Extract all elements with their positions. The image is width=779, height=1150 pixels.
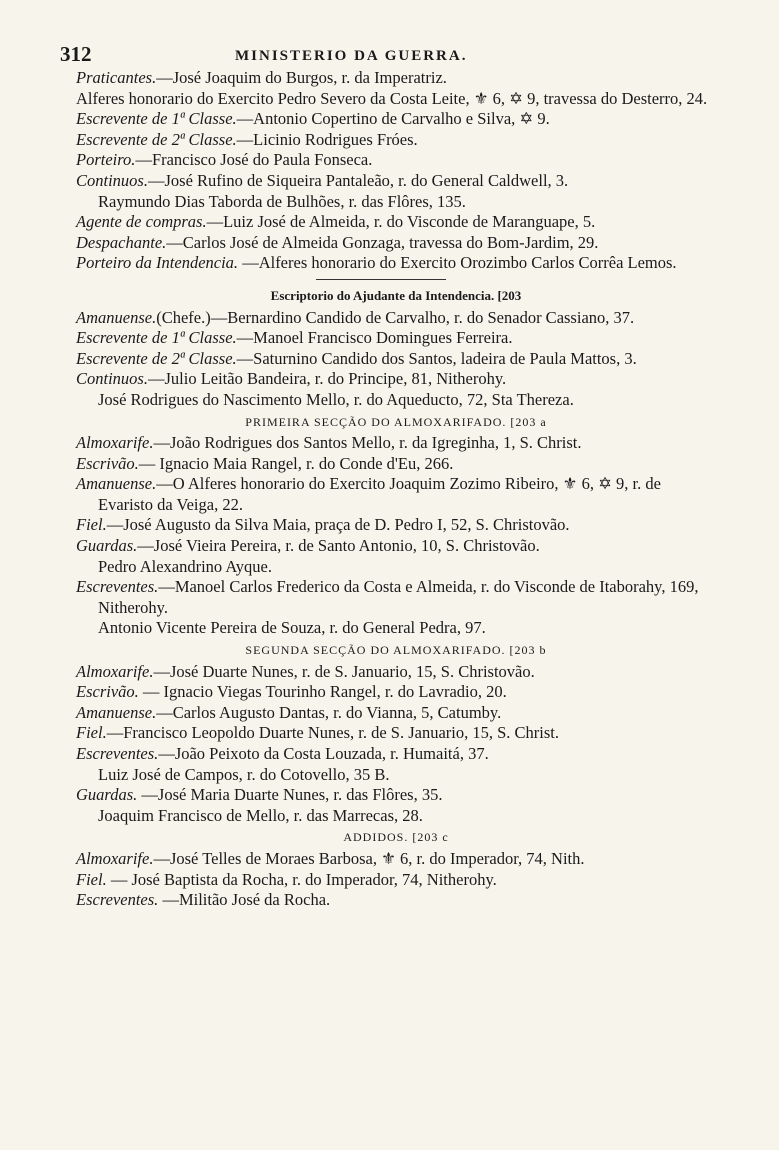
entry xyxy=(76,89,716,110)
entry-label: Guardas. xyxy=(76,785,138,805)
entry-label: Amanuense. xyxy=(76,702,157,722)
entry xyxy=(76,515,716,536)
entry-text: —Antonio Copertino de Carvalho e Silva, ✡ 9. xyxy=(236,109,550,129)
entry xyxy=(76,870,716,891)
entry-label: Escreventes. xyxy=(76,890,159,910)
section-divider xyxy=(316,279,446,280)
entry xyxy=(76,454,716,475)
entry xyxy=(76,577,716,618)
entry xyxy=(76,109,716,130)
entry-label: Porteiro. xyxy=(76,150,136,170)
entry-text: Luiz José de Campos, r. do Cotovello, 35 B. xyxy=(98,764,390,784)
entry-text: Joaquim Francisco de Mello, r. das Marrecas, 28. xyxy=(98,805,423,825)
entry-label: Fiel. xyxy=(76,869,107,889)
entry-text: —José Joaquim do Burgos, r. da Imperatriz. xyxy=(156,68,447,87)
entry-text: —Carlos Augusto Dantas, r. do Vianna, 5, Catumby. xyxy=(156,702,502,722)
entry-text: —Manoel Francisco Domingues Ferreira. xyxy=(236,328,513,348)
entry xyxy=(76,68,716,89)
entry xyxy=(76,557,716,578)
entry xyxy=(76,130,716,151)
entry-label: Almoxarife. xyxy=(76,433,154,453)
entry-text: —Francisco José do Paula Fonseca. xyxy=(135,150,373,170)
entry xyxy=(76,618,716,639)
section-heading-segunda-seccao: SEGUNDA SECÇÃO DO ALMOXARIFADO. [203 b xyxy=(245,643,547,658)
intro-entries xyxy=(76,68,716,274)
entry-label: Agente de compras. xyxy=(76,212,207,232)
entry-label: Escrevente de 1ª Classe. xyxy=(76,328,237,348)
entry xyxy=(76,369,716,390)
entry xyxy=(76,171,716,192)
directory-body xyxy=(76,68,716,911)
entry-label: Fiel. xyxy=(76,515,107,535)
section-heading-addidos: ADDIDOS. [203 c xyxy=(343,830,449,845)
entry xyxy=(76,890,716,911)
entry xyxy=(76,806,716,827)
entry xyxy=(76,536,716,557)
running-title: MINISTERIO DA GUERRA. xyxy=(235,48,468,64)
entry-text: —Francisco Leopoldo Duarte Nunes, r. de S. Januario, 15, S. Christ. xyxy=(106,723,560,743)
entry xyxy=(76,785,716,806)
entry-text: —José Duarte Nunes, r. de S. Januario, 15, S. Christovão. xyxy=(153,661,535,681)
entry xyxy=(76,474,716,515)
entry-text: —Julio Leitão Bandeira, r. do Principe, 81, Nitherohy. xyxy=(147,369,507,389)
entry-text: —José Vieira Pereira, r. de Santo Antonio, 10, S. Christovão. xyxy=(137,536,540,556)
entry-text: —O Alferes honorario do Exercito Joaquim Zozimo Ribeiro, ⚜ 6, ✡ 9, r. de Evaristo da Veiga, 22. xyxy=(98,474,661,514)
entry-text: —José Telles de Moraes Barbosa, ⚜ 6, r. do Imperador, 74, Nith. xyxy=(153,848,585,868)
entry-text: —Luiz José de Almeida, r. do Visconde de Maranguape, 5. xyxy=(206,212,596,232)
entry xyxy=(76,192,716,213)
entry-text: — Ignacio Viegas Tourinho Rangel, r. do Lavradio, 20. xyxy=(138,682,507,702)
entry-label: Escreventes. xyxy=(76,577,159,597)
entry-label: Escreventes. xyxy=(76,744,159,763)
section-heading-escriptorio: Escriptorio do Ajudante da Intendencia. [203 xyxy=(270,287,522,303)
entry xyxy=(76,253,716,274)
entry xyxy=(76,150,716,171)
section-heading-primeira-seccao: PRIMEIRA SECÇÃO DO ALMOXARIFADO. [203 a xyxy=(245,414,547,429)
entry-text: Pedro Alexandrino Ayque. xyxy=(98,556,272,576)
entry-label: Escrevente de 2ª Classe. xyxy=(76,129,237,149)
primeira-seccao-entries xyxy=(76,433,716,639)
entry-text: —José Augusto da Silva Maia, praça de D. Pedro I, 52, S. Christovão. xyxy=(106,515,570,535)
entry xyxy=(76,308,716,329)
entry-text: —José Maria Duarte Nunes, r. das Flôres, 35. xyxy=(137,785,443,805)
entry-text: —Saturnino Candido dos Santos, ladeira de Paula Mattos, 3. xyxy=(236,348,637,368)
entry xyxy=(76,349,716,370)
entry xyxy=(76,328,716,349)
entry-text: Alferes honorario do Exercito Pedro Severo da Costa Leite, ⚜ 6, ✡ 9, travessa do Desterro, 24. xyxy=(76,88,708,108)
entry xyxy=(76,765,716,786)
entry-label: Continuos. xyxy=(76,170,148,190)
entry-text: —Manoel Carlos Frederico da Costa e Almeida, r. do Visconde de Itaborahy, 169, Nitherohy. xyxy=(98,577,699,617)
entry xyxy=(76,662,716,683)
entry-label: Escrevente de 1ª Classe. xyxy=(76,109,237,129)
entry-label: Escrivão. xyxy=(76,453,139,473)
entry-text: —João Rodrigues dos Santos Mello, r. da Igreginha, 1, S. Christ. xyxy=(153,433,582,453)
entry xyxy=(76,703,716,724)
escriptorio-entries xyxy=(76,308,716,411)
entry-text: —Alferes honorario do Exercito Orozimbo Carlos Corrêa Lemos. xyxy=(238,253,677,273)
entry-text: —Militão José da Rocha. xyxy=(158,890,331,910)
entry-label: Guardas. xyxy=(76,536,138,556)
entry xyxy=(76,744,716,765)
entry-text: —Carlos José de Almeida Gonzaga, travessa do Bom-Jardim, 29. xyxy=(166,232,599,252)
entry-label: Almoxarife. xyxy=(76,661,154,681)
entry-text: —Licinio Rodrigues Fróes. xyxy=(236,129,418,149)
entry xyxy=(76,233,716,254)
entry-text: — José Baptista da Rocha, r. do Imperador, 74, Nitherohy. xyxy=(106,869,497,889)
entry-text: (Chefe.)—Bernardino Candido de Carvalho, r. do Senador Cassiano, 37. xyxy=(156,307,635,327)
page-number: 312 xyxy=(60,42,92,66)
entry-text: —José Rufino de Siqueira Pantaleão, r. do General Caldwell, 3. xyxy=(147,170,569,190)
segunda-seccao-entries xyxy=(76,662,716,827)
entry-label: Continuos. xyxy=(76,369,148,389)
entry-label: Amanuense. xyxy=(76,307,157,327)
entry-label: Porteiro da Intendencia. xyxy=(76,253,239,273)
entry-text: —João Peixoto da Costa Louzada, r. Humaitá, 37. xyxy=(158,744,489,763)
entry xyxy=(76,433,716,454)
entry xyxy=(76,723,716,744)
entry-label: Despachante. xyxy=(76,232,167,252)
entry-label: Escrivão. xyxy=(76,682,139,702)
entry xyxy=(76,849,716,870)
entry-label: Escrevente de 2ª Classe. xyxy=(76,348,237,368)
entry xyxy=(76,682,716,703)
entry xyxy=(76,390,716,411)
running-header xyxy=(60,44,720,66)
entry-text: José Rodrigues do Nascimento Mello, r. do Aqueducto, 72, Sta Thereza. xyxy=(98,389,574,409)
entry-label: Almoxarife. xyxy=(76,848,154,868)
addidos-entries xyxy=(76,849,716,911)
entry-label: Fiel. xyxy=(76,723,107,743)
entry xyxy=(76,212,716,233)
entry-text: Raymundo Dias Taborda de Bulhões, r. das Flôres, 135. xyxy=(98,191,466,211)
entry-label: Amanuense. xyxy=(76,474,157,494)
entry-label: Praticantes. xyxy=(76,68,157,87)
entry-text: Antonio Vicente Pereira de Souza, r. do General Pedra, 97. xyxy=(98,618,486,638)
entry-text: — Ignacio Maia Rangel, r. do Conde d'Eu, 266. xyxy=(138,453,454,473)
